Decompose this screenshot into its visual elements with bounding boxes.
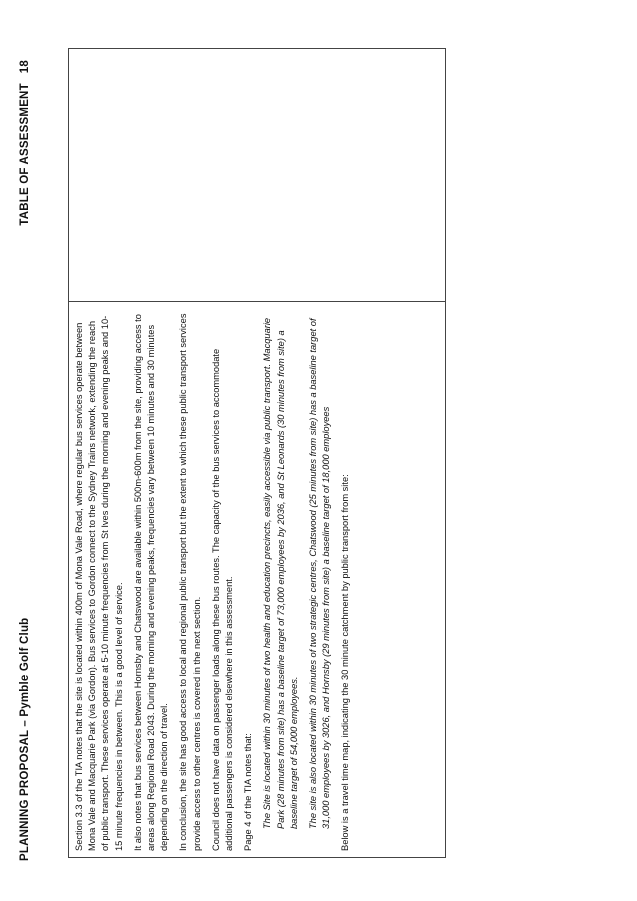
document-title: PLANNING PROPOSAL – Pymble Golf Club — [19, 617, 31, 861]
paragraph-passenger-loads: Council does not have data on passenger loads along these bus routes. The capacity of the bus services to accommodate additional passengers is considered elsewhere in this assessment. — [210, 348, 235, 851]
paragraph-conclusion: In conclusion, the site has good access to local and regional public transport but the extent to which these public transport services provide access to other centres is covered in the next section. — [178, 313, 202, 851]
paragraph-travel-time-map: Below is a travel time map, indicating the 30 minute catchment by public transport from site: — [340, 474, 351, 851]
paragraph-hornsby-chatswood-buses: It also notes that bus services between Hornsby and Chatswood are available within 500m-600m from the site, providing access to areas along Regional Road 2043. During the morning and evening peaks, frequencies vary between 10 minutes and 30 minutes depending on the direction of travel. — [132, 314, 170, 851]
assessment-side-cell — [69, 49, 445, 301]
section-header — [19, 60, 31, 226]
page-number: 18 — [19, 60, 31, 74]
assessment-table — [68, 48, 446, 858]
section-title: TABLE OF ASSESSMENT — [19, 83, 31, 226]
quote-health-education-precincts: The Site is located within 30 minutes of two health and education precincts, easily accessible via public transport. Macquarie Park (28 minutes from site) has a baseline target of 73,000 employees by 2036, and St Leonards (30 minutes from site) a baseline target of 54,000 employees. — [262, 317, 299, 829]
assessment-comment-cell — [69, 301, 445, 857]
paragraph-tia-section-3-3: Section 3.3 of the TIA notes that the site is located within 400m of Mona Vale Road, where regular bus services operate between Mona Vale and Macquarie Park (via Gordon). Bus services to Gordon connect to the Sydney Trains network, extending the reach of public transport. These services operate at 5-10 minute frequencies from St Ives during the morning and evening peaks and 10-15 minute frequencies in between. This is a good level of service. — [74, 315, 124, 851]
paragraph-tia-page-4: Page 4 of the TIA notes that: — [243, 733, 254, 851]
quote-strategic-centres: The site is also located within 30 minutes of two strategic centres, Chatswood (25 minutes from site) has a baseline target of 31,000 employees by 3026, and Hornsby (29 minutes from site) a baseline target of 18,000 employees — [308, 318, 332, 829]
